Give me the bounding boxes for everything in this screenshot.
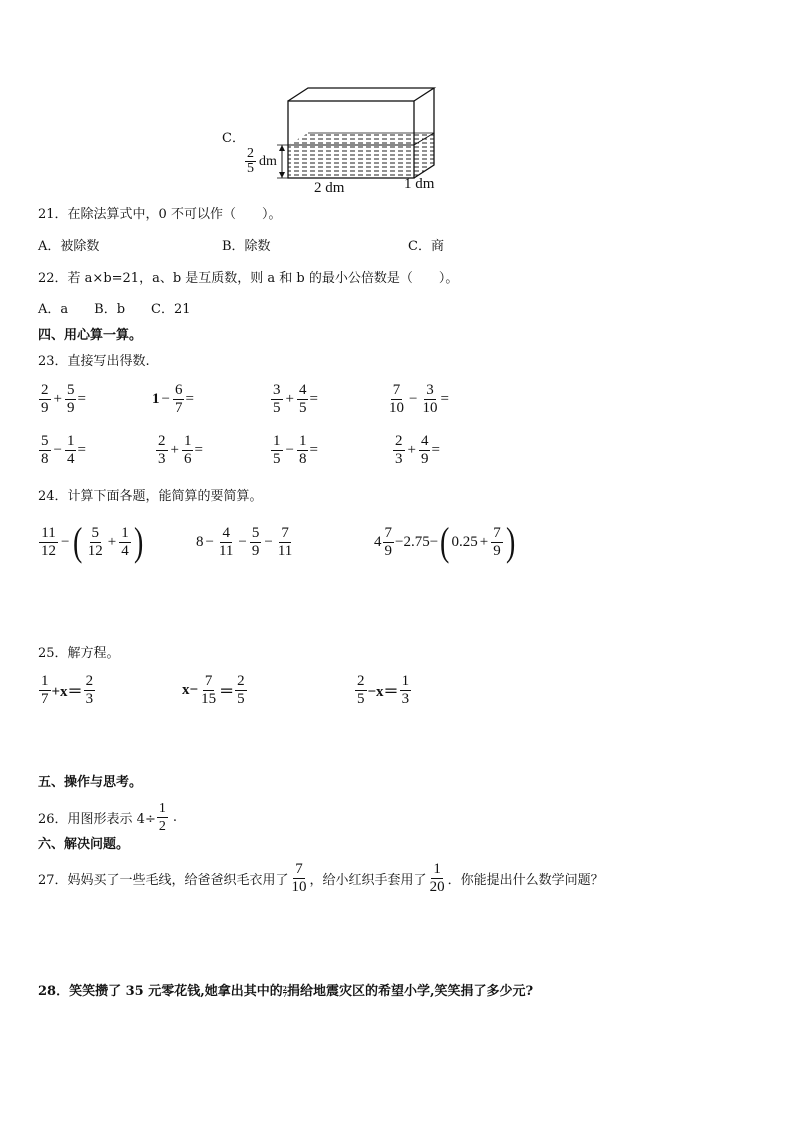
- q25-equation-1: $\frac{1}{7}$ +x＝ $\frac{2}{3}$: [41, 672, 94, 707]
- depth-label: 1 dm: [404, 176, 435, 192]
- q23-expr-1: $\frac{2}{9}$ + $\frac{5}{9}$ =: [41, 381, 86, 416]
- q24-expr-1: $\frac{11}{12}$ − ( $\frac{5}{12}$ + $\frac{1}{4}$ ): [41, 519, 144, 564]
- section-4-heading: 四、用心算一算。: [38, 328, 143, 343]
- q21-option-c: C．商: [408, 239, 444, 254]
- q24-stem: 24．计算下面各题，能简算的要简算。: [38, 489, 263, 504]
- q24-expr-2: 8 − $\frac{4}{11}$ − $\frac{5}{9}$ − $\frac{7}{11}$: [196, 524, 293, 559]
- q23-stem: 23．直接写出得数.: [38, 354, 150, 369]
- section-5-heading: 五、操作与思考。: [38, 775, 143, 790]
- q23-expr-5: $\frac{5}{8}$ − $\frac{1}{4}$ =: [41, 432, 86, 467]
- q25-stem: 25．解方程。: [38, 646, 120, 661]
- q22-options: A．a B．b C．21: [38, 302, 191, 317]
- q22-stem: 22．若 a×b=21，a、b 是互质数，则 a 和 b 的最小公倍数是（ ）。: [38, 271, 459, 286]
- q27-stem: 27．妈妈买了一些毛线，给爸爸织毛衣用了 $\frac{7}{10}$ ，给小红织手套用了 $\frac{1}{20}$ ．你能提出什么数学问题？: [38, 860, 604, 895]
- q21-option-b: B．除数: [222, 239, 271, 254]
- section-6-heading: 六、解决问题。: [38, 837, 130, 852]
- q21-option-a: A．被除数: [38, 239, 100, 254]
- width-label: 2 dm: [314, 180, 345, 196]
- q26-stem: 26．用图形表示 4÷ $\frac{1}{2}$ .: [38, 800, 177, 834]
- q25-equation-3: $\frac{2}{5}$ −x＝ $\frac{1}{3}$: [357, 672, 410, 707]
- q23-expr-2: 1 − $\frac{6}{7}$ =: [152, 381, 194, 416]
- q28-stem: 28．笑笑攒了 35 元零花钱,她拿出其中的 2 7 捐给地震灾区的希望小学,笑笑捐了多少元?: [38, 984, 534, 999]
- q21-stem: 21．在除法算式中，0 不可以作（ ）。: [38, 207, 282, 222]
- q23-expr-7: $\frac{1}{5}$ − $\frac{1}{8}$ =: [273, 432, 318, 467]
- q23-expr-4: $\frac{7}{10}$ − $\frac{3}{10}$ =: [389, 381, 449, 416]
- q23-expr-8: $\frac{2}{3}$ + $\frac{4}{9}$ =: [395, 432, 440, 467]
- q24-expr-3: 4 $\frac{7}{9}$ −2.75− ( 0.25 + $\frac{7}{9}$ ): [374, 519, 516, 564]
- q23-expr-6: $\frac{2}{3}$ + $\frac{1}{6}$ =: [158, 432, 203, 467]
- height-label: $\frac{2}{5}$ dm: [247, 146, 277, 176]
- q20-option-c: C．: [222, 131, 245, 146]
- q25-equation-2: x− $\frac{7}{15}$ ＝ $\frac{2}{5}$: [182, 672, 245, 707]
- q23-expr-3: $\frac{3}{5}$ + $\frac{4}{5}$ =: [273, 381, 318, 416]
